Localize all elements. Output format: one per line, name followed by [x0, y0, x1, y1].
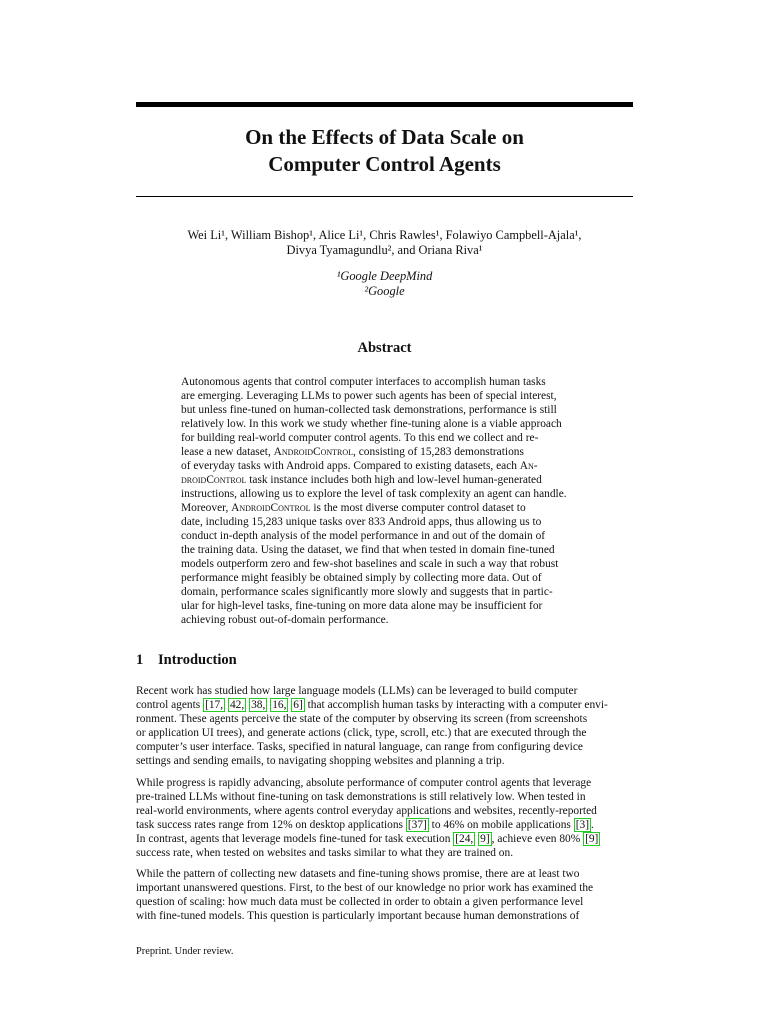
abstract-line: lease a new dataset, AndroidControl, consisting of 15,283 demonstrations	[181, 446, 524, 458]
abstract-line: but unless fine-tuned on human-collected task demonstrations, performance is still	[181, 404, 557, 416]
abstract-line: performance might feasibly be obtained simply by collecting more data. Out of	[181, 572, 542, 584]
author-list	[136, 228, 633, 258]
abstract-line: for building real-world computer control agents. To this end we collect and re-	[181, 432, 539, 444]
paragraph-line: ronment. These agents perceive the state of the computer by observing its screen (from screenshots	[136, 713, 588, 725]
paragraph-line: task success rates range from 12% on desktop applications [37] to 46% on mobile applications [3] .	[136, 819, 594, 831]
paragraph-line: While the pattern of collecting new datasets and fine-tuning shows promise, there are at least two	[136, 868, 580, 880]
citation-link[interactable]: [24,	[455, 833, 474, 845]
dataset-name: AndroidControl	[231, 502, 311, 514]
abstract-line: date, including 15,283 unique tasks over 833 Android apps, thus allowing us to	[181, 516, 542, 528]
abstract-line: domain, performance scales significantly more slowly and suggests that in partic-	[181, 586, 553, 598]
title-line: Computer Control Agents	[268, 152, 501, 176]
footer-note: Preprint. Under review.	[136, 946, 234, 957]
paragraph-line: or application UI trees), and generate actions (click, type, scroll, etc.) that are executed through the	[136, 727, 587, 739]
citation-link[interactable]: 38,	[251, 699, 266, 711]
citation-link[interactable]: 42,	[229, 699, 245, 711]
title-line: On the Effects of Data Scale on	[245, 125, 524, 149]
dataset-name: droidControl	[181, 474, 247, 486]
affiliations	[136, 269, 633, 299]
citation-link[interactable]: [17,	[205, 699, 224, 711]
abstract-line: of everyday tasks with Android apps. Compared to existing datasets, each An-	[181, 460, 538, 472]
paragraph-line: In contrast, agents that leverage models fine-tuned for task execution [24, 9] , achieve even 80% [9]	[136, 833, 599, 845]
intro-paragraph	[136, 776, 633, 860]
abstract-text	[181, 375, 589, 627]
paragraph-line: computer’s user interface. Tasks, specified in natural language, can range from configuring device	[136, 741, 583, 753]
dataset-name: An-	[519, 460, 538, 472]
paragraph-line: question of scaling: how much data must be collected in order to obtain a given performance level	[136, 896, 584, 908]
author-line: Divya Tyamagundlu², and Oriana Riva¹	[286, 243, 483, 257]
abstract-line: droidControl task instance includes both high and low-level human-generated	[181, 474, 542, 486]
paragraph-line: settings and sending emails, to navigating shopping websites and planning a trip.	[136, 755, 505, 767]
citation-link[interactable]: 16,	[272, 699, 287, 711]
section-number: 1	[136, 652, 144, 668]
citation-link[interactable]: 6]	[293, 699, 303, 711]
paper-title	[136, 124, 633, 178]
author-line: Wei Li¹, William Bishop¹, Alice Li¹, Chris Rawles¹, Folawiyo Campbell-Ajala¹,	[187, 228, 582, 242]
abstract-line: instructions, allowing us to explore the level of task complexity an agent can handle.	[181, 488, 567, 500]
intro-paragraph	[136, 867, 633, 923]
dataset-name: AndroidControl	[273, 446, 354, 458]
citation-link[interactable]: [37]	[407, 819, 427, 831]
paragraph-line: pre-trained LLMs without fine-tuning on task demonstrations is still relatively low. When tested in	[136, 791, 586, 803]
title-top-rule	[136, 102, 633, 107]
abstract-heading: Abstract	[357, 340, 412, 356]
abstract-line: are emerging. Leveraging LLMs to power such agents has been of special interest,	[181, 390, 557, 402]
paragraph-line: important unanswered questions. First, to the best of our knowledge no prior work has examined the	[136, 882, 594, 894]
citation-link[interactable]: [3]	[575, 819, 590, 831]
paragraph-line: While progress is rapidly advancing, absolute performance of computer control agents that leverage	[136, 777, 592, 789]
abstract-line: Moreover, AndroidControl is the most diverse computer control dataset to	[181, 502, 526, 514]
abstract-line: conduct in-depth analysis of the model performance in and out of the domain of	[181, 530, 546, 542]
section-heading	[136, 652, 237, 669]
abstract-line: Autonomous agents that control computer interfaces to accomplish human tasks	[181, 376, 546, 388]
paragraph-line: real-world environments, where agents control everyday applications and websites, recently-reported	[136, 805, 597, 817]
paragraph-line: control agents [17, 42, 38, 16, 6] that accomplish human tasks by interacting with a computer envi-	[136, 699, 608, 711]
paragraph-line: success rate, when tested on websites and tasks similar to what they are trained on.	[136, 847, 514, 859]
abstract-line: models outperform zero and few-shot baselines and scale in such a way that robust	[181, 558, 559, 570]
citation-link[interactable]: [9]	[585, 833, 599, 845]
intro-paragraph	[136, 684, 633, 768]
abstract-line: achieving robust out-of-domain performance.	[181, 614, 389, 626]
abstract-line: ular for high-level tasks, fine-tuning on more data alone may be insufficient for	[181, 600, 543, 612]
affiliation: ¹Google DeepMind	[336, 269, 433, 283]
title-bottom-rule	[136, 196, 633, 197]
paragraph-line: Recent work has studied how large language models (LLMs) can be leveraged to build computer	[136, 685, 578, 697]
citation-link[interactable]: 9]	[480, 833, 490, 845]
abstract-line: the training data. Using the dataset, we find that when tested in domain fine-tuned	[181, 544, 555, 556]
abstract-line: relatively low. In this work we study whether fine-tuning alone is a viable approach	[181, 418, 562, 430]
affiliation: ²Google	[364, 284, 405, 298]
section-title: Introduction	[158, 652, 237, 668]
paragraph-line: with fine-tuned models. This question is particularly important because human demonstrations of	[136, 910, 580, 922]
